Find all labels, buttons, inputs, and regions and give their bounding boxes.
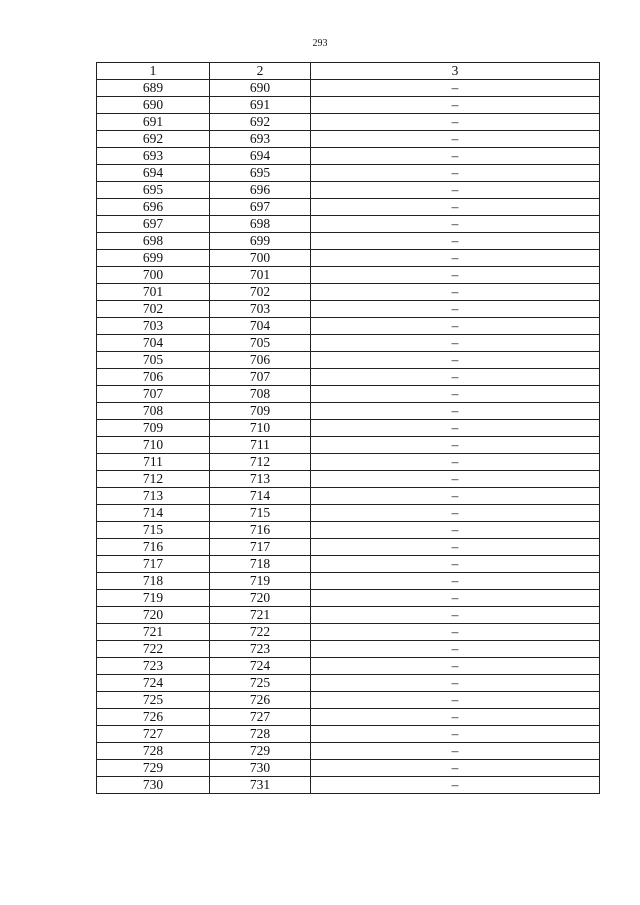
table-cell-col-1: 729	[97, 760, 210, 777]
table-row	[97, 607, 600, 624]
table-cell-col-2: 719	[210, 573, 311, 590]
table-cell-col-2: 731	[210, 777, 311, 794]
table-cell-col-3: –	[311, 369, 600, 386]
table-cell-col-1: 693	[97, 148, 210, 165]
table-row	[97, 658, 600, 675]
table-cell-col-2: 729	[210, 743, 311, 760]
table-cell-col-2: 723	[210, 641, 311, 658]
table-cell-col-3: –	[311, 658, 600, 675]
table-cell-col-2: 703	[210, 301, 311, 318]
table-cell-col-1: 691	[97, 114, 210, 131]
table-cell-col-2: 711	[210, 437, 311, 454]
table-cell-col-3: –	[311, 437, 600, 454]
table-row	[97, 675, 600, 692]
table-cell-col-3: –	[311, 743, 600, 760]
table-cell-col-1: 695	[97, 182, 210, 199]
table-row	[97, 335, 600, 352]
table-cell-col-1: 724	[97, 675, 210, 692]
table-cell-col-2: 706	[210, 352, 311, 369]
table-row	[97, 573, 600, 590]
table-cell-col-1: 713	[97, 488, 210, 505]
table-cell-col-3: –	[311, 335, 600, 352]
table-row	[97, 131, 600, 148]
table-cell-col-3: –	[311, 522, 600, 539]
table-row	[97, 267, 600, 284]
table-cell-col-3: –	[311, 148, 600, 165]
table-cell-col-3: –	[311, 199, 600, 216]
table-cell-col-3: –	[311, 233, 600, 250]
table-cell-col-1: 706	[97, 369, 210, 386]
table-row	[97, 743, 600, 760]
table-cell-col-3: –	[311, 284, 600, 301]
table-cell-col-1: 717	[97, 556, 210, 573]
table-cell-col-2: 691	[210, 97, 311, 114]
table-cell-col-2: 697	[210, 199, 311, 216]
column-header-2: 2	[210, 63, 311, 80]
table-cell-col-1: 711	[97, 454, 210, 471]
table-row	[97, 80, 600, 97]
table-cell-col-3: –	[311, 97, 600, 114]
table-cell-col-1: 694	[97, 165, 210, 182]
table-cell-col-3: –	[311, 386, 600, 403]
table-cell-col-3: –	[311, 250, 600, 267]
table-cell-col-2: 704	[210, 318, 311, 335]
table-cell-col-1: 710	[97, 437, 210, 454]
table-row	[97, 386, 600, 403]
table-row	[97, 216, 600, 233]
table-row	[97, 352, 600, 369]
column-header-3: 3	[311, 63, 600, 80]
table-cell-col-2: 730	[210, 760, 311, 777]
table-cell-col-2: 713	[210, 471, 311, 488]
table-cell-col-1: 725	[97, 692, 210, 709]
table-cell-col-2: 699	[210, 233, 311, 250]
table-cell-col-2: 695	[210, 165, 311, 182]
table-cell-col-3: –	[311, 624, 600, 641]
table-cell-col-3: –	[311, 556, 600, 573]
table-row	[97, 182, 600, 199]
table-cell-col-2: 693	[210, 131, 311, 148]
table-cell-col-1: 715	[97, 522, 210, 539]
table-row	[97, 97, 600, 114]
table-cell-col-1: 712	[97, 471, 210, 488]
table-cell-col-1: 714	[97, 505, 210, 522]
table-row	[97, 556, 600, 573]
table-row	[97, 692, 600, 709]
table-cell-col-3: –	[311, 165, 600, 182]
table-cell-col-2: 694	[210, 148, 311, 165]
table-row	[97, 709, 600, 726]
table-cell-col-3: –	[311, 352, 600, 369]
table-cell-col-2: 698	[210, 216, 311, 233]
table-cell-col-1: 698	[97, 233, 210, 250]
table-cell-col-1: 730	[97, 777, 210, 794]
table-row	[97, 301, 600, 318]
table-row	[97, 726, 600, 743]
table-cell-col-2: 692	[210, 114, 311, 131]
table-cell-col-3: –	[311, 420, 600, 437]
table-row	[97, 522, 600, 539]
table-cell-col-2: 727	[210, 709, 311, 726]
table-cell-col-3: –	[311, 777, 600, 794]
table-row	[97, 284, 600, 301]
table-cell-col-3: –	[311, 760, 600, 777]
table-cell-col-3: –	[311, 131, 600, 148]
table-cell-col-3: –	[311, 403, 600, 420]
table-cell-col-2: 709	[210, 403, 311, 420]
table-row	[97, 471, 600, 488]
data-table	[96, 62, 600, 794]
table-cell-col-3: –	[311, 709, 600, 726]
table-row	[97, 539, 600, 556]
table-cell-col-2: 726	[210, 692, 311, 709]
table-cell-col-1: 702	[97, 301, 210, 318]
table-row	[97, 777, 600, 794]
table-cell-col-3: –	[311, 488, 600, 505]
table-cell-col-2: 725	[210, 675, 311, 692]
table-row	[97, 760, 600, 777]
table-cell-col-3: –	[311, 182, 600, 199]
table-cell-col-3: –	[311, 641, 600, 658]
table-cell-col-3: –	[311, 114, 600, 131]
table-cell-col-1: 708	[97, 403, 210, 420]
table-cell-col-1: 689	[97, 80, 210, 97]
table-cell-col-2: 716	[210, 522, 311, 539]
table-cell-col-3: –	[311, 80, 600, 97]
table-cell-col-2: 721	[210, 607, 311, 624]
table-cell-col-1: 699	[97, 250, 210, 267]
table-cell-col-3: –	[311, 675, 600, 692]
table-cell-col-1: 692	[97, 131, 210, 148]
table-header	[97, 63, 600, 80]
table-cell-col-1: 726	[97, 709, 210, 726]
table-cell-col-2: 702	[210, 284, 311, 301]
table-row	[97, 369, 600, 386]
table-cell-col-1: 696	[97, 199, 210, 216]
table-cell-col-1: 703	[97, 318, 210, 335]
table-cell-col-2: 720	[210, 590, 311, 607]
table-cell-col-2: 712	[210, 454, 311, 471]
table-cell-col-3: –	[311, 267, 600, 284]
table-cell-col-1: 721	[97, 624, 210, 641]
table-cell-col-2: 718	[210, 556, 311, 573]
table-cell-col-3: –	[311, 573, 600, 590]
table-cell-col-2: 707	[210, 369, 311, 386]
table-cell-col-1: 720	[97, 607, 210, 624]
header-row	[97, 63, 600, 80]
table-cell-col-3: –	[311, 539, 600, 556]
table-cell-col-1: 727	[97, 726, 210, 743]
table-cell-col-2: 710	[210, 420, 311, 437]
table-cell-col-1: 728	[97, 743, 210, 760]
table-cell-col-3: –	[311, 590, 600, 607]
table-cell-col-2: 696	[210, 182, 311, 199]
table-row	[97, 641, 600, 658]
table-cell-col-1: 707	[97, 386, 210, 403]
table-cell-col-1: 701	[97, 284, 210, 301]
table-cell-col-3: –	[311, 318, 600, 335]
table-cell-col-2: 690	[210, 80, 311, 97]
table-row	[97, 114, 600, 131]
table-row	[97, 165, 600, 182]
table-row	[97, 199, 600, 216]
table-cell-col-2: 705	[210, 335, 311, 352]
table-row	[97, 437, 600, 454]
table-row	[97, 590, 600, 607]
table-row	[97, 233, 600, 250]
table-cell-col-2: 714	[210, 488, 311, 505]
table-cell-col-1: 705	[97, 352, 210, 369]
table-cell-col-3: –	[311, 471, 600, 488]
table-cell-col-1: 709	[97, 420, 210, 437]
table-row	[97, 318, 600, 335]
table-cell-col-1: 716	[97, 539, 210, 556]
table-cell-col-1: 690	[97, 97, 210, 114]
column-header-1: 1	[97, 63, 210, 80]
page-number: 293	[312, 38, 328, 49]
table-cell-col-3: –	[311, 726, 600, 743]
table-cell-col-2: 724	[210, 658, 311, 675]
table-cell-col-1: 697	[97, 216, 210, 233]
table-cell-col-1: 700	[97, 267, 210, 284]
table-cell-col-1: 723	[97, 658, 210, 675]
table-cell-col-2: 708	[210, 386, 311, 403]
table-cell-col-3: –	[311, 301, 600, 318]
table-cell-col-1: 719	[97, 590, 210, 607]
table-row	[97, 454, 600, 471]
table-row	[97, 624, 600, 641]
table-cell-col-2: 701	[210, 267, 311, 284]
table-cell-col-1: 718	[97, 573, 210, 590]
table-cell-col-3: –	[311, 692, 600, 709]
table-row	[97, 403, 600, 420]
table-cell-col-2: 728	[210, 726, 311, 743]
table-cell-col-3: –	[311, 607, 600, 624]
table-row	[97, 420, 600, 437]
table-cell-col-2: 722	[210, 624, 311, 641]
table-cell-col-2: 715	[210, 505, 311, 522]
table-cell-col-1: 704	[97, 335, 210, 352]
table-row	[97, 148, 600, 165]
table-row	[97, 250, 600, 267]
table-cell-col-3: –	[311, 454, 600, 471]
table-row	[97, 505, 600, 522]
table-cell-col-2: 717	[210, 539, 311, 556]
table-cell-col-3: –	[311, 216, 600, 233]
table-row	[97, 488, 600, 505]
table-cell-col-3: –	[311, 505, 600, 522]
table-cell-col-2: 700	[210, 250, 311, 267]
table-body	[97, 80, 600, 794]
table-cell-col-1: 722	[97, 641, 210, 658]
